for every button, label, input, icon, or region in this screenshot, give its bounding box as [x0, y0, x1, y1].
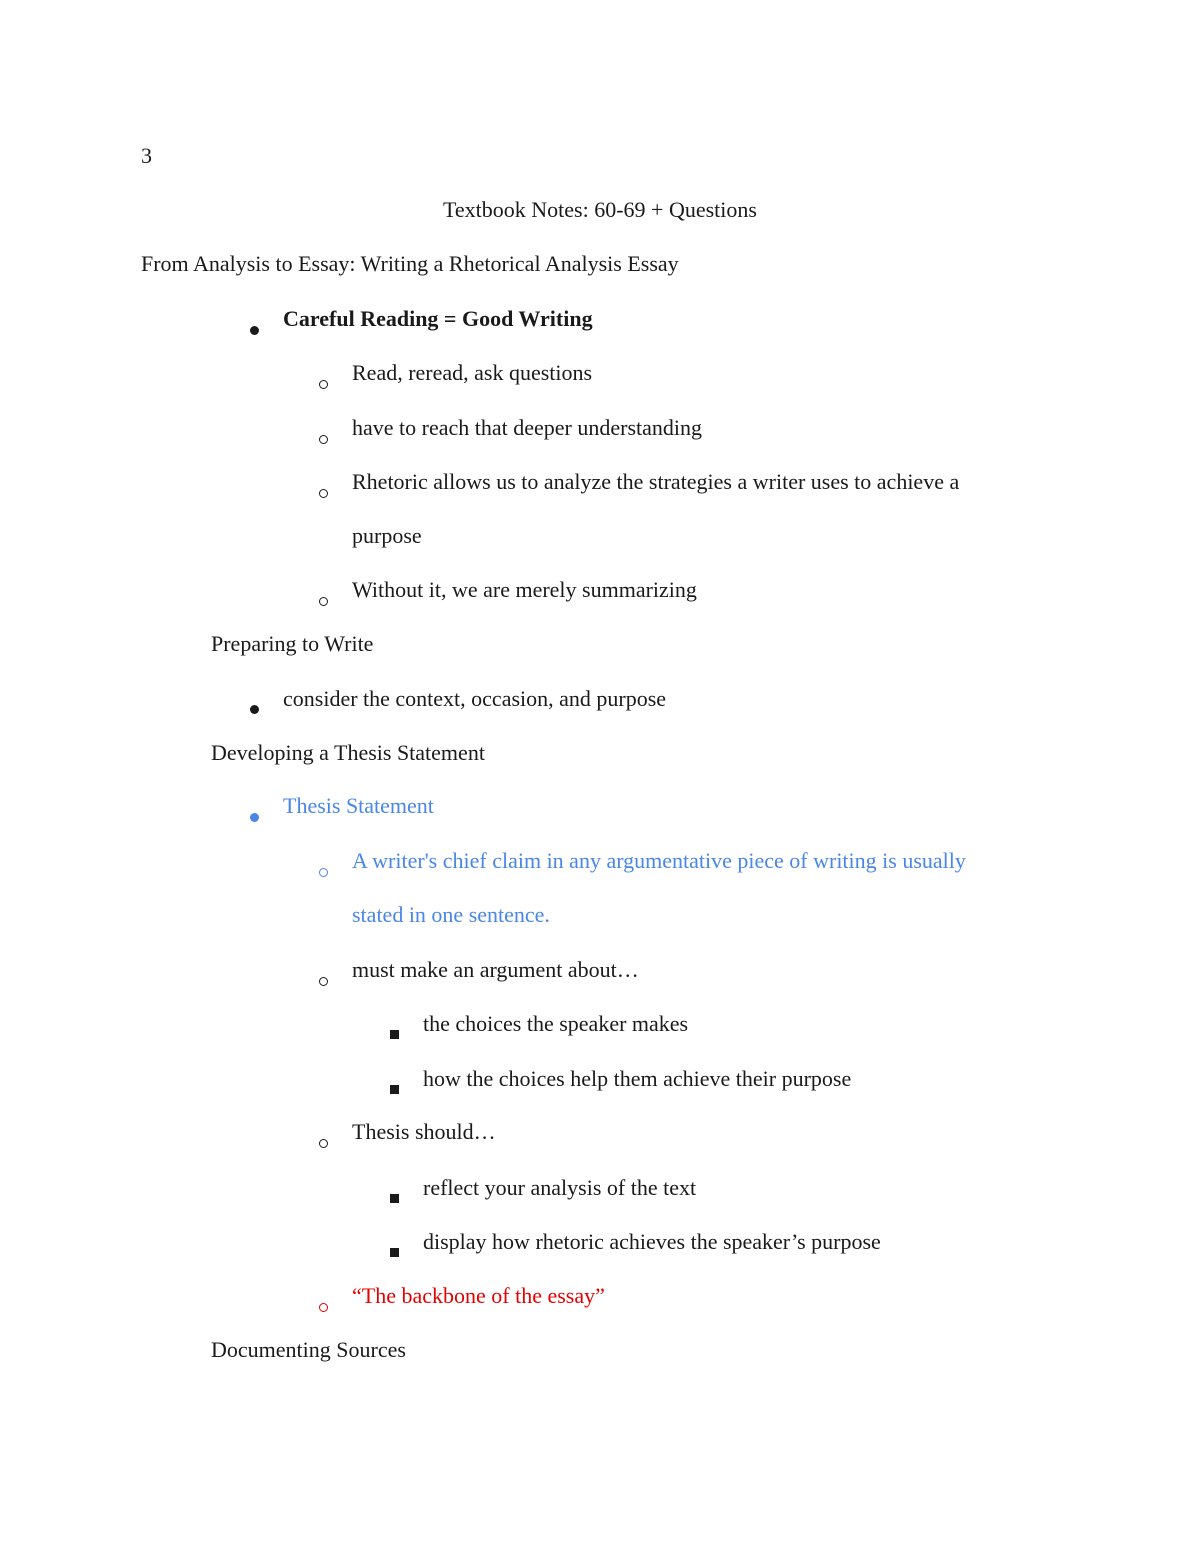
careful-item: Without it, we are merely summarizing: [352, 577, 697, 602]
square-bullet-icon: [390, 1074, 399, 1100]
square-bullet-icon: [390, 1183, 399, 1209]
careful-item-continuation: purpose: [352, 523, 422, 548]
thesis-should: Thesis should…: [352, 1119, 496, 1144]
should-item: reflect your analysis of the text: [423, 1175, 697, 1200]
preparing-heading: Preparing to Write: [211, 631, 374, 656]
circle-bullet-icon: [319, 966, 328, 992]
careful-reading-bullet: Careful Reading = Good Writing: [283, 306, 593, 331]
careful-item: Read, reread, ask questions: [352, 360, 593, 385]
argument-item: how the choices help them achieve their purpose: [423, 1066, 852, 1091]
circle-bullet-icon: [319, 1128, 328, 1154]
disc-bullet-icon: [250, 694, 259, 720]
careful-item: have to reach that deeper understanding: [352, 415, 703, 440]
circle-bullet-icon: [319, 857, 328, 883]
thesis-argument: must make an argument about…: [352, 957, 639, 982]
circle-bullet-icon: [319, 424, 328, 450]
should-item: display how rhetoric achieves the speaker’s purpose: [423, 1229, 881, 1254]
careful-item: Rhetoric allows us to analyze the strategies a writer uses to achieve a: [352, 469, 960, 494]
page-title: Textbook Notes: 60-69 + Questions: [443, 197, 757, 222]
thesis-statement-bullet: Thesis Statement: [283, 793, 434, 818]
thesis-backbone: “The backbone of the essay”: [352, 1283, 605, 1308]
argument-item: the choices the speaker makes: [423, 1011, 689, 1036]
preparing-bullet: consider the context, occasion, and purpose: [283, 686, 667, 711]
main-heading: From Analysis to Essay: Writing a Rhetorical Analysis Essay: [141, 251, 679, 276]
square-bullet-icon: [390, 1237, 399, 1263]
square-bullet-icon: [390, 1019, 399, 1045]
disc-bullet-icon: [250, 315, 259, 341]
documenting-heading: Documenting Sources: [211, 1337, 406, 1362]
thesis-definition-continuation: stated in one sentence.: [352, 902, 550, 927]
thesis-definition: A writer's chief claim in any argumentative piece of writing is usually: [352, 848, 966, 873]
circle-bullet-icon: [319, 586, 328, 612]
thesis-heading: Developing a Thesis Statement: [211, 740, 485, 765]
circle-bullet-icon: [319, 478, 328, 504]
page-number: 3: [141, 143, 152, 168]
disc-bullet-icon: [250, 802, 259, 828]
circle-bullet-icon: [319, 1292, 328, 1318]
circle-bullet-icon: [319, 369, 328, 395]
